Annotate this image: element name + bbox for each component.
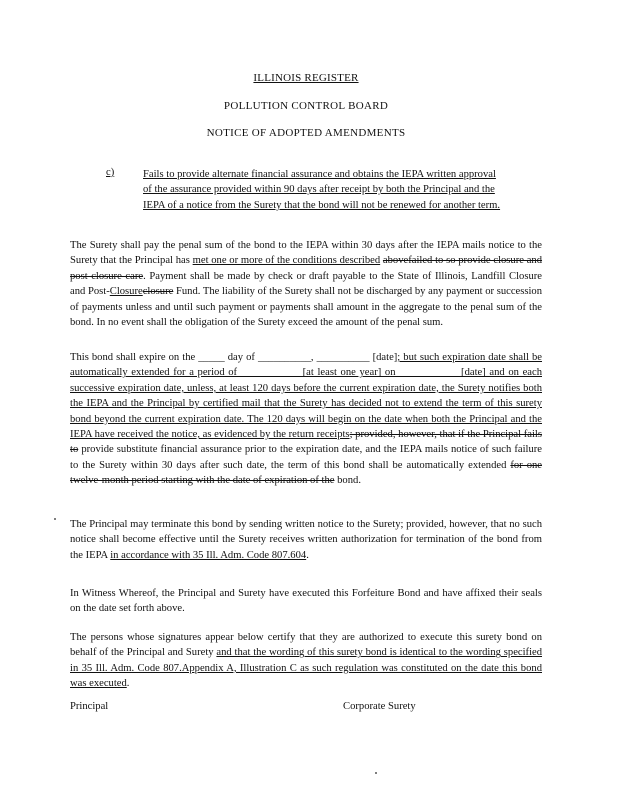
register-header: ILLINOIS REGISTER <box>253 72 359 84</box>
termination-text-a: The Principal may terminate this bond by sending written notice to the Surety; provided, however, that no such notice shall become effective until the Surety receives written authorization for termination of the bond from the IEPA <box>70 519 542 561</box>
scan-speck <box>375 772 377 774</box>
expiration-inserted-extension: ; but such expiration date shall be automatically extended for a period of ___________ [at least one year] on ___________ [date] and on each successive expiration date, unless, at least 120 days before the current expiration date, the Surety notifies both the IEPA and the Principal by certified mail that the Surety has decided not to extend the term of this surety bond beyond the current expiration date. The 120 days will begin on the date when both the Principal and the IEPA have received the notice, as evidenced by the return receipts <box>70 352 542 441</box>
item-c-text: Fails to provide alternate financial assurance and obtains the IEPA written approval of the assurance provided within 90 days after receipt by both the Principal and the IEPA of a notice from the Surety that the bond will not be renewed for another term. <box>143 169 501 211</box>
expiration-text-d: provide substitute financial assurance prior to the expiration date, and the IEPA mails notice of such failure to the Surety within 30 days after such date, the term of this bond shall be automatically extended <box>70 444 542 471</box>
expiration-deleted-period: for one twelve-month period starting with the date of expiration of the <box>70 459 542 487</box>
payment-text-h: Fund. The liability of the Surety shall not be discharged by any payment or succession of payments unless and until such payment or payments shall amount in the aggregate to the penal sum of the bond. In no event shall the obligation of the Surety exceed the amount of the penal sum. <box>70 286 543 329</box>
notice-header: NOTICE OF ADOPTED AMENDMENTS <box>206 127 406 139</box>
scan-speck <box>54 518 56 520</box>
expiration-paragraph <box>70 350 542 489</box>
principal-signature-label: Principal <box>70 701 109 712</box>
surety-signature-label: Corporate Surety <box>343 701 416 712</box>
certification-paragraph <box>70 630 542 692</box>
certification-text-a: The persons whose signatures appear below certify that they are authorized to execute this surety bond on behalf of the Principal and Surety <box>70 632 542 659</box>
expiration-deleted-proviso: ; provided, however, that if the Principal fails to <box>70 429 542 456</box>
certification-inserted-wording: and that the wording of this surety bond is identical to the wording specified in 35 Ill. Adm. Code 807.Appendix A, Illustration C as such regulation was constituted on the date this bond was executed <box>70 647 543 690</box>
item-c-label: c) <box>106 167 115 178</box>
termination-inserted-citation: in accordance with 35 Ill. Adm. Code 807.604 <box>110 549 307 561</box>
payment-inserted-condition: met one or more of the conditions described <box>192 255 381 267</box>
payment-text-e: . Payment shall be made by check or draft payable to the State of Illinois, Landfill Closure and Post- <box>70 270 542 298</box>
expiration-text-a: This bond shall expire on the _____ day of __________, __________ [date] <box>70 352 398 363</box>
payment-deleted-failed: failed to so provide closure and post-closure care <box>70 255 543 282</box>
payment-text-a: The Surety shall pay the penal sum of the bond to the IEPA within 30 days after the IEPA mails notice to the Surety that the Principal has <box>70 240 542 267</box>
payment-deleted-above: above <box>382 255 409 267</box>
payment-deleted-closure: closure <box>142 286 174 298</box>
termination-paragraph <box>70 517 542 563</box>
expiration-text-f: bond. <box>334 475 361 487</box>
certification-text-c: . <box>126 678 130 690</box>
payment-paragraph <box>70 238 542 330</box>
witness-paragraph: In Witness Whereof, the Principal and Surety have executed this Forfeiture Bond and have affixed their seals on the date set forth above. <box>70 588 542 615</box>
payment-inserted-closure: Closure <box>109 286 143 298</box>
board-header: POLLUTION CONTROL BOARD <box>223 100 389 112</box>
termination-text-c: . <box>306 549 309 561</box>
